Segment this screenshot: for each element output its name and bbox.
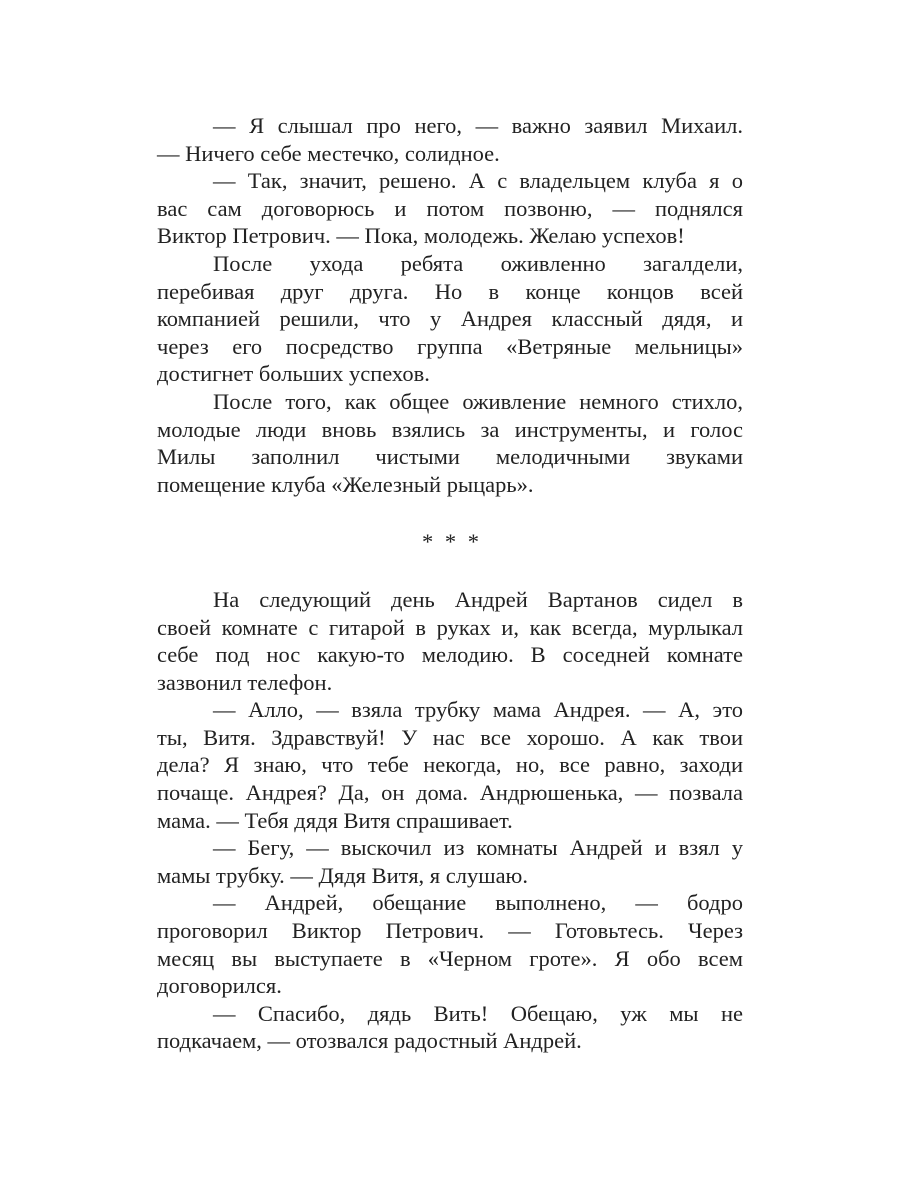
- paragraph: [157, 278, 743, 388]
- text-line: — Бегу, — выскочил из комнаты Андрей и взял у: [213, 835, 743, 861]
- text-line: перебивая друг друга. Но в конце концов всей: [157, 278, 743, 304]
- paragraph: [157, 112, 743, 140]
- paragraph: [157, 586, 743, 614]
- paragraph: [157, 388, 743, 416]
- paragraph: [157, 614, 743, 697]
- text-line: месяц вы выступаете в «Черном гроте». Я обо всем: [157, 945, 743, 971]
- text-line: своей комнате с гитарой в руках и, как всегда, мурлыкал: [157, 614, 743, 640]
- text-line: Милы заполнил чистыми мелодичными звуками: [157, 444, 743, 470]
- text-line: дела? Я знаю, что тебе некогда, но, все равно, заходи: [157, 752, 743, 778]
- book-page: [157, 112, 743, 1055]
- paragraph: [157, 1000, 743, 1028]
- text-line: компанией решили, что у Андрея классный дядя, и: [157, 306, 743, 332]
- text-line: себе под нос какую-то мелодию. В соседней комнате: [157, 642, 743, 668]
- text-line: проговорил Виктор Петрович. — Готовьтесь. Через: [157, 918, 743, 944]
- paragraph: [157, 250, 743, 278]
- text-line: достигнет больших успехов.: [157, 361, 430, 387]
- paragraph: [157, 1027, 743, 1055]
- text-line: через его посредство группа «Ветряные мельницы»: [157, 333, 743, 359]
- text-line: помещение клуба «Железный рыцарь».: [157, 471, 534, 497]
- text-line: — Я слышал про него, — важно заявил Михаил.: [213, 113, 743, 138]
- paragraph: [157, 917, 743, 1000]
- text-line: — Так, значит, решено. А с владельцем клуба я о: [213, 168, 743, 194]
- text-line: ты, Витя. Здравствуй! У нас все хорошо. А как твои: [157, 724, 743, 750]
- text-line: вас сам договорюсь и потом позвоню, — поднялся: [157, 195, 743, 221]
- paragraph: [157, 696, 743, 724]
- text-line: почаще. Андрея? Да, он дома. Андрюшенька, — позвала: [157, 780, 743, 806]
- paragraph: [157, 889, 743, 917]
- text-line: — Ничего себе местечко, солидное.: [157, 140, 500, 166]
- paragraph: [157, 140, 743, 168]
- text-line: молодые люди вновь взялись за инструменты, и голос: [157, 416, 743, 442]
- text-line: — Андрей, обещание выполнено, — бодро: [213, 890, 743, 916]
- text-line: — Спасибо, дядь Вить! Обещаю, уж мы не: [213, 1000, 743, 1026]
- text-line: зазвонил телефон.: [157, 669, 333, 695]
- paragraph: [157, 167, 743, 195]
- text-line: — Алло, — взяла трубку мама Андрея. — А, это: [213, 697, 743, 723]
- text-line: подкачаем, — отозвался радостный Андрей.: [157, 1028, 582, 1054]
- text-line: мамы трубку. — Дядя Витя, я слушаю.: [157, 862, 528, 888]
- text-line: договорился.: [157, 973, 282, 999]
- paragraph: [157, 834, 743, 862]
- text-line: Виктор Петрович. — Пока, молодежь. Желаю успехов!: [157, 223, 685, 249]
- text-line: На следующий день Андрей Вартанов сидел в: [213, 586, 743, 612]
- text-line: После того, как общее оживление немного стихло,: [213, 388, 743, 414]
- text-line: После ухода ребята оживленно загалдели,: [213, 250, 743, 276]
- paragraph: [157, 862, 743, 890]
- section-separator: * * *: [422, 529, 482, 555]
- paragraph: [157, 416, 743, 499]
- paragraph: [157, 724, 743, 834]
- paragraph: [157, 195, 743, 250]
- text-line: мама. — Тебя дядя Витя спрашивает.: [157, 807, 513, 833]
